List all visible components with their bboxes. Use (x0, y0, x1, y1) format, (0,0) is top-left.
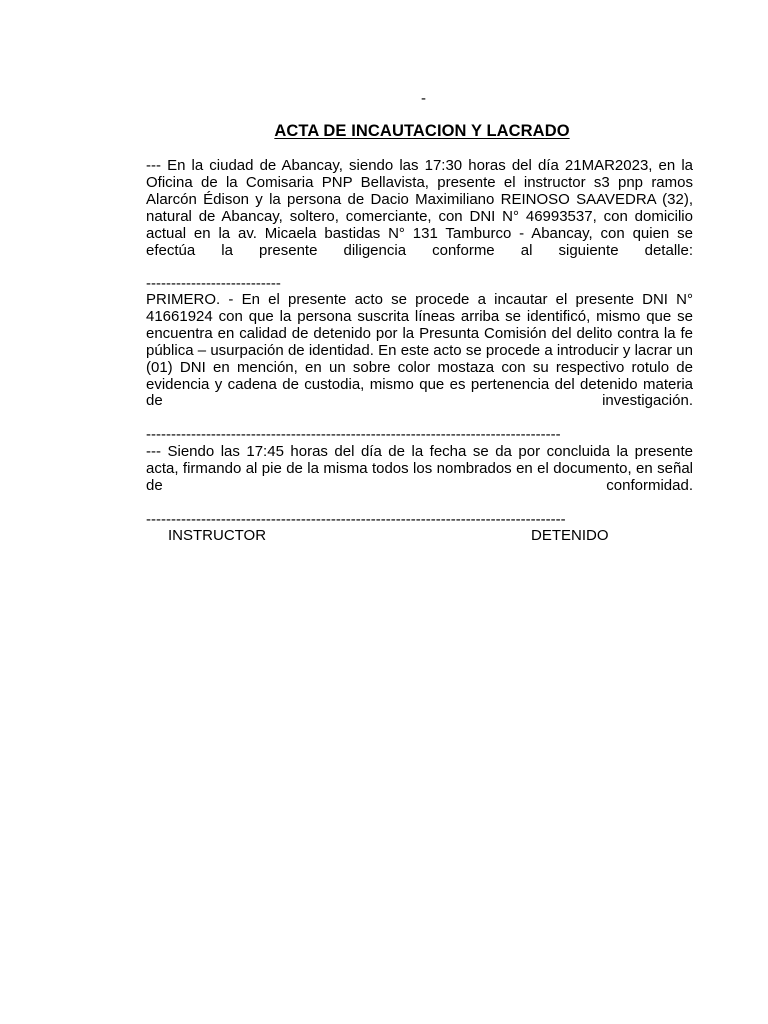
dash-separator: --------------------------- (146, 276, 281, 293)
top-dash-mark: - (421, 90, 426, 107)
document-title: ACTA DE INCAUTACION Y LACRADO (274, 122, 570, 140)
paragraph-primero-text: PRIMERO. - En el presente acto se procede a incautar el presente DNI N° 41661924 con que la persona suscrita líneas arriba se identificó, mismo que se encuentra en calidad de detenido por la Presunta Comisión del delito contra la fe pública – usurpación de identidad. En este acto se procede a introducir y lacrar un (01) DNI en mención, en un sobre color mostaza con su respectivo rotulo de evidencia y cadena de custodia, mismo que es pertenencia del detenido materia de investigación. (146, 291, 693, 410)
paragraph-intro-text: --- En la ciudad de Abancay, siendo las 17:30 horas del día 21MAR2023, en la Oficina de la Comisaria PNP Bellavista, presente el instructor s3 pnp ramos Alarcón Édison y la persona de Dacio Maximiliano REINOSO SAAVEDRA (32), natural de Abancay, soltero, comerciante, con DNI N° 46993537, con domicilio actual en la av. Micaela bastidas N° 131 Tamburco - Abancay, con quien se efectúa la presente diligencia conforme al siguiente detalle: (146, 157, 693, 259)
signature-label-instructor: INSTRUCTOR (168, 527, 267, 544)
paragraph-closing (146, 444, 693, 529)
signature-label-detenido: DETENIDO (531, 527, 609, 544)
dash-separator: ----------------------------------------------------------------------------------- (146, 427, 561, 444)
paragraph-intro (146, 158, 693, 293)
paragraph-primero (146, 292, 693, 444)
paragraph-closing-text: --- Siendo las 17:45 horas del día de la fecha se da por concluida la presente acta, firmando al pie de la misma todos los nombrados en el documento, en señal de conformidad. (146, 443, 693, 494)
dash-separator: ------------------------------------------------------------------------------------ (146, 511, 566, 528)
